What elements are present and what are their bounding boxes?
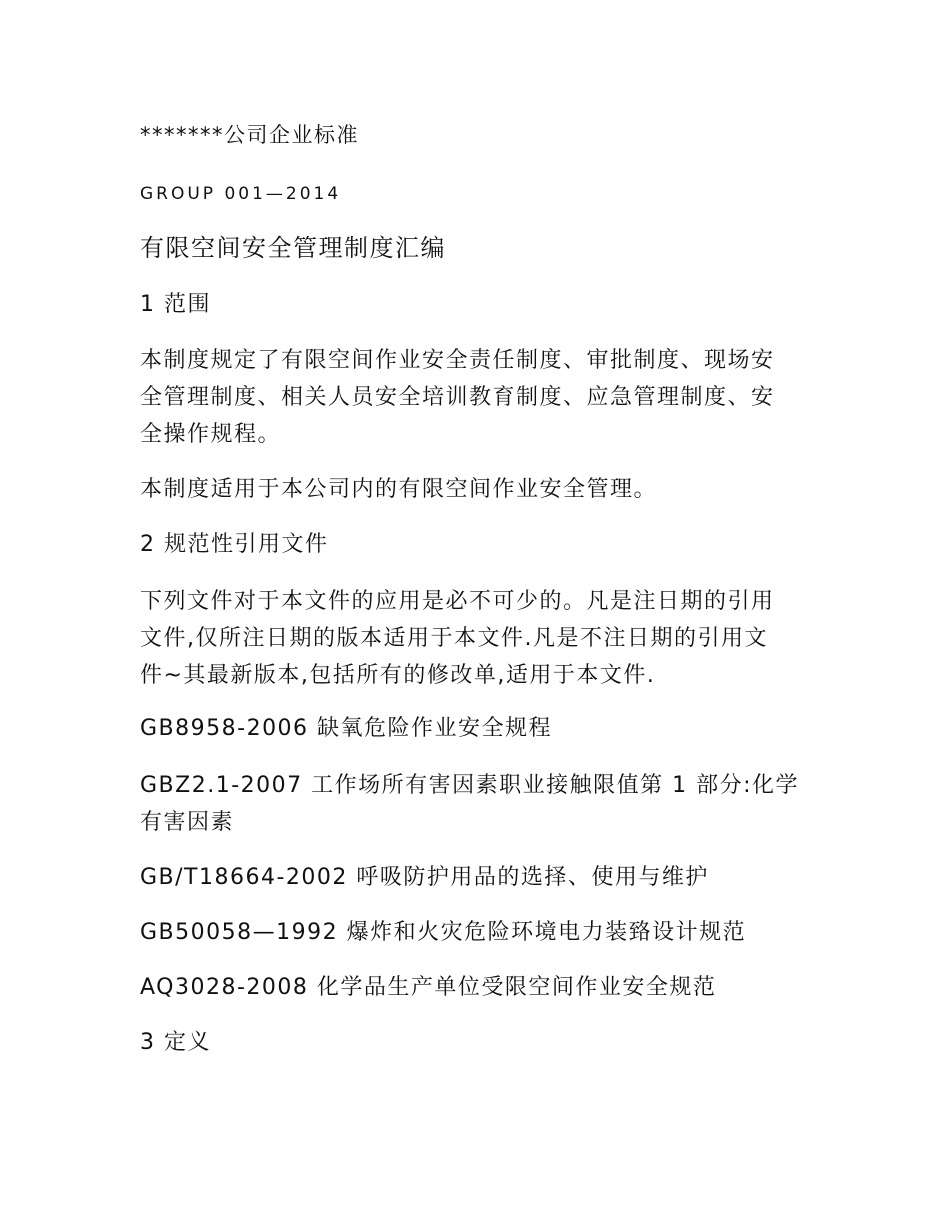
paragraph-line: 文件,仅所注日期的版本适用于本文件.凡是不注日期的引用文 — [140, 626, 768, 651]
reference-gbz2-1 — [140, 767, 812, 841]
section-3-heading: 3 定义 — [140, 1030, 211, 1055]
company-standard-line: *******公司企业标准 — [140, 123, 359, 147]
reference-aq3028: AQ3028-2008 化学品生产单位受限空间作业安全规范 — [140, 975, 717, 1000]
reference-gb50058: GB50058—1992 爆炸和火灾危险环境电力装臵设计规范 — [140, 920, 747, 945]
section-1-paragraph-1 — [140, 342, 812, 453]
section-2-paragraph-1 — [140, 583, 812, 694]
reference-gb8958: GB8958-2006 缺氧危险作业安全规程 — [140, 716, 553, 741]
paragraph-line: 件~其最新版本,包括所有的修改单,适用于本文件. — [140, 663, 656, 688]
reference-gbt18664: GB/T18664-2002 呼吸防护用品的选择、使用与维护 — [140, 865, 709, 890]
section-1-heading: 1 范围 — [140, 292, 211, 317]
section-2-heading: 2 规范性引用文件 — [140, 532, 329, 557]
document-title: 有限空间安全管理制度汇编 — [140, 234, 446, 262]
paragraph-line: 下列文件对于本文件的应用是必不可少的。凡是注日期的引用 — [140, 589, 775, 614]
standard-code: GROUP 001—2014 — [140, 184, 342, 204]
section-1-paragraph-2: 本制度适用于本公司内的有限空间作业安全管理。 — [140, 477, 658, 502]
paragraph-line: 全操作规程。 — [140, 422, 282, 447]
paragraph-line: GBZ2.1-2007 工作场所有害因素职业接触限值第 1 部分:化学 — [140, 773, 800, 798]
paragraph-line: 本制度规定了有限空间作业安全责任制度、审批制度、现场安 — [140, 348, 775, 373]
paragraph-line: 全管理制度、相关人员安全培训教育制度、应急管理制度、安 — [140, 385, 775, 410]
paragraph-line: 有害因素 — [140, 810, 235, 835]
document-page — [140, 0, 815, 1230]
